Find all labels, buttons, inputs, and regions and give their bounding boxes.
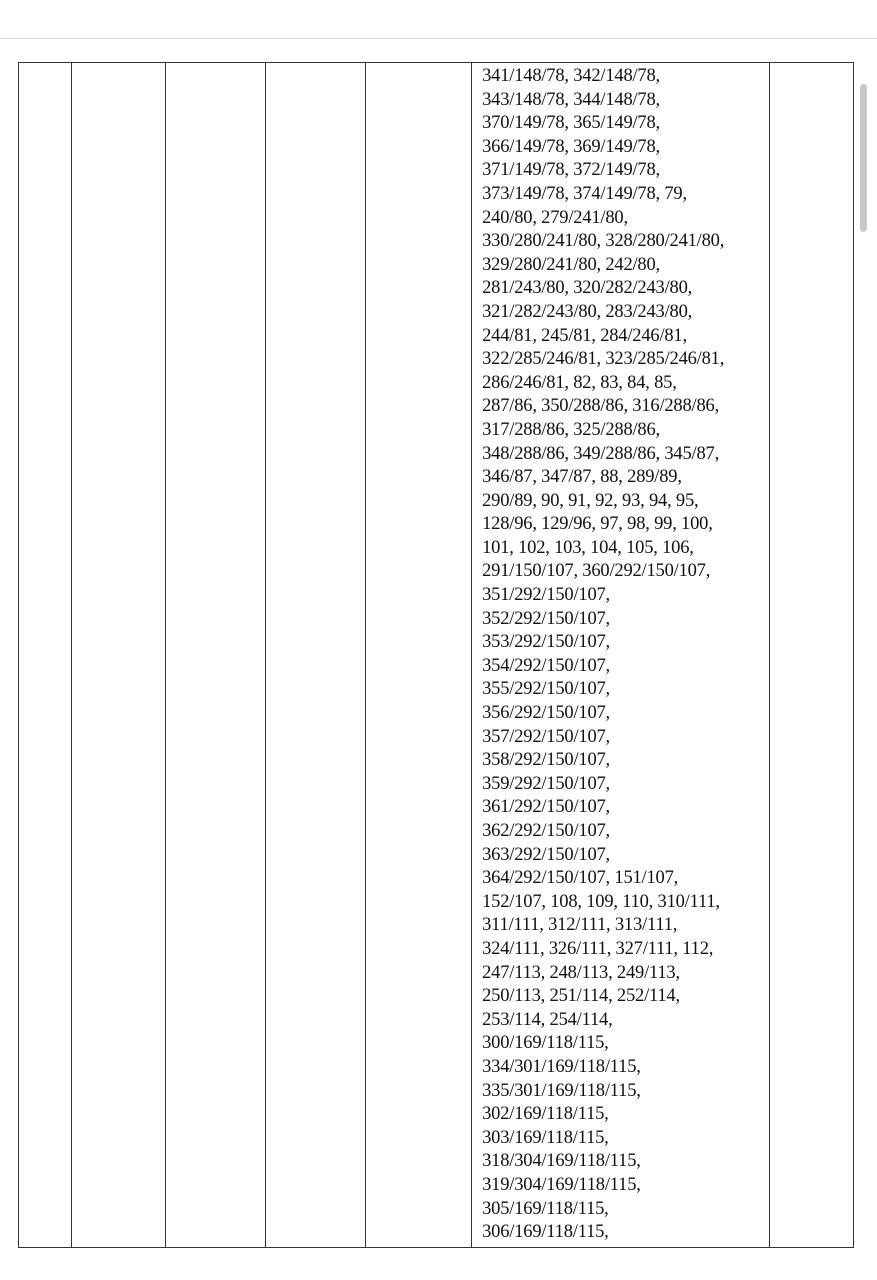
- parcel-line: 302/169/118/115,: [482, 1104, 609, 1125]
- parcel-line: 341/148/78, 342/148/78,: [482, 66, 660, 86]
- parcel-line: 348/288/86, 349/288/86, 345/87,: [482, 443, 719, 464]
- parcel-line: 287/86, 350/288/86, 316/288/86,: [482, 396, 719, 417]
- table-cell-col-7: [769, 63, 853, 1248]
- parcel-line: 319/304/169/118/115,: [482, 1174, 641, 1195]
- parcel-line: 329/280/241/80, 242/80,: [482, 254, 660, 275]
- parcel-line: 318/304/169/118/115,: [482, 1151, 641, 1172]
- parcel-line: 371/149/78, 372/149/78,: [482, 160, 660, 181]
- parcel-line: 334/301/169/118/115,: [482, 1056, 641, 1077]
- parcel-line: 250/113, 251/114, 252/114,: [482, 986, 680, 1007]
- parcel-number-list: [482, 65, 762, 1245]
- table-cell-col-5: [365, 63, 472, 1248]
- parcel-line: 363/292/150/107,: [482, 844, 610, 865]
- parcel-line: 358/292/150/107,: [482, 750, 610, 771]
- parcel-line: 351/292/150/107,: [482, 585, 610, 606]
- table-cell-col-1: [19, 63, 72, 1248]
- parcel-line: 240/80, 279/241/80,: [482, 207, 628, 228]
- parcel-line: 291/150/107, 360/292/150/107,: [482, 561, 711, 582]
- parcel-line: 247/113, 248/113, 249/113,: [482, 962, 680, 983]
- parcel-line: 128/96, 129/96, 97, 98, 99, 100,: [482, 514, 713, 535]
- parcel-line: 303/169/118/115,: [482, 1127, 609, 1148]
- parcel-line: 290/89, 90, 91, 92, 93, 94, 95,: [482, 490, 699, 511]
- table-cell-col-3: [165, 63, 265, 1248]
- parcel-line: 354/292/150/107,: [482, 655, 610, 676]
- parcel-line: 324/111, 326/111, 327/111, 112,: [482, 938, 714, 959]
- parcel-line: 300/169/118/115,: [482, 1033, 609, 1054]
- parcel-line: 317/288/86, 325/288/86,: [482, 419, 660, 440]
- scrollbar[interactable]: [859, 80, 869, 1210]
- parcel-line: 330/280/241/80, 328/280/241/80,: [482, 231, 725, 252]
- parcel-line: 286/246/81, 82, 83, 84, 85,: [482, 372, 677, 393]
- document-table: [18, 62, 854, 1248]
- scrollbar-thumb[interactable]: [860, 84, 867, 232]
- parcel-numbers-cell: [472, 63, 769, 1248]
- parcel-line: 152/107, 108, 109, 110, 310/111,: [482, 891, 720, 912]
- parcel-line: 343/148/78, 344/148/78,: [482, 89, 660, 110]
- parcel-line: 362/292/150/107,: [482, 821, 610, 841]
- parcel-line: 364/292/150/107, 151/107,: [482, 868, 679, 889]
- parcel-line: 311/111, 312/111, 313/111,: [482, 915, 678, 936]
- parcel-line: 370/149/78, 365/149/78,: [482, 113, 660, 134]
- parcel-line: 366/149/78, 369/149/78,: [482, 136, 660, 157]
- parcel-line: 356/292/150/107,: [482, 703, 610, 724]
- parcel-line: 281/243/80, 320/282/243/80,: [482, 278, 693, 299]
- table-cell-col-2: [72, 63, 165, 1248]
- parcel-line: 373/149/78, 374/149/78, 79,: [482, 183, 687, 204]
- parcel-line: 306/169/118/115,: [482, 1222, 609, 1243]
- page-top-divider: [0, 38, 877, 39]
- parcel-line: 357/292/150/107,: [482, 726, 610, 747]
- parcel-line: 253/114, 254/114,: [482, 1009, 613, 1030]
- parcel-line: 352/292/150/107,: [482, 608, 610, 629]
- parcel-line: 335/301/169/118/115,: [482, 1080, 641, 1101]
- parcel-line: 346/87, 347/87, 88, 289/89,: [482, 467, 682, 488]
- parcel-line: 244/81, 245/81, 284/246/81,: [482, 325, 687, 346]
- parcel-line: 355/292/150/107,: [482, 679, 610, 700]
- parcel-line: 321/282/243/80, 283/243/80,: [482, 301, 693, 322]
- table-cell-col-4: [266, 63, 365, 1248]
- table-row: [19, 63, 854, 1248]
- parcel-line: 353/292/150/107,: [482, 632, 610, 653]
- parcel-line: 305/169/118/115,: [482, 1198, 609, 1219]
- parcel-line: 361/292/150/107,: [482, 797, 610, 818]
- parcel-line: 101, 102, 103, 104, 105, 106,: [482, 537, 694, 558]
- parcel-line: 359/292/150/107,: [482, 773, 610, 794]
- parcel-line: 322/285/246/81, 323/285/246/81,: [482, 349, 725, 370]
